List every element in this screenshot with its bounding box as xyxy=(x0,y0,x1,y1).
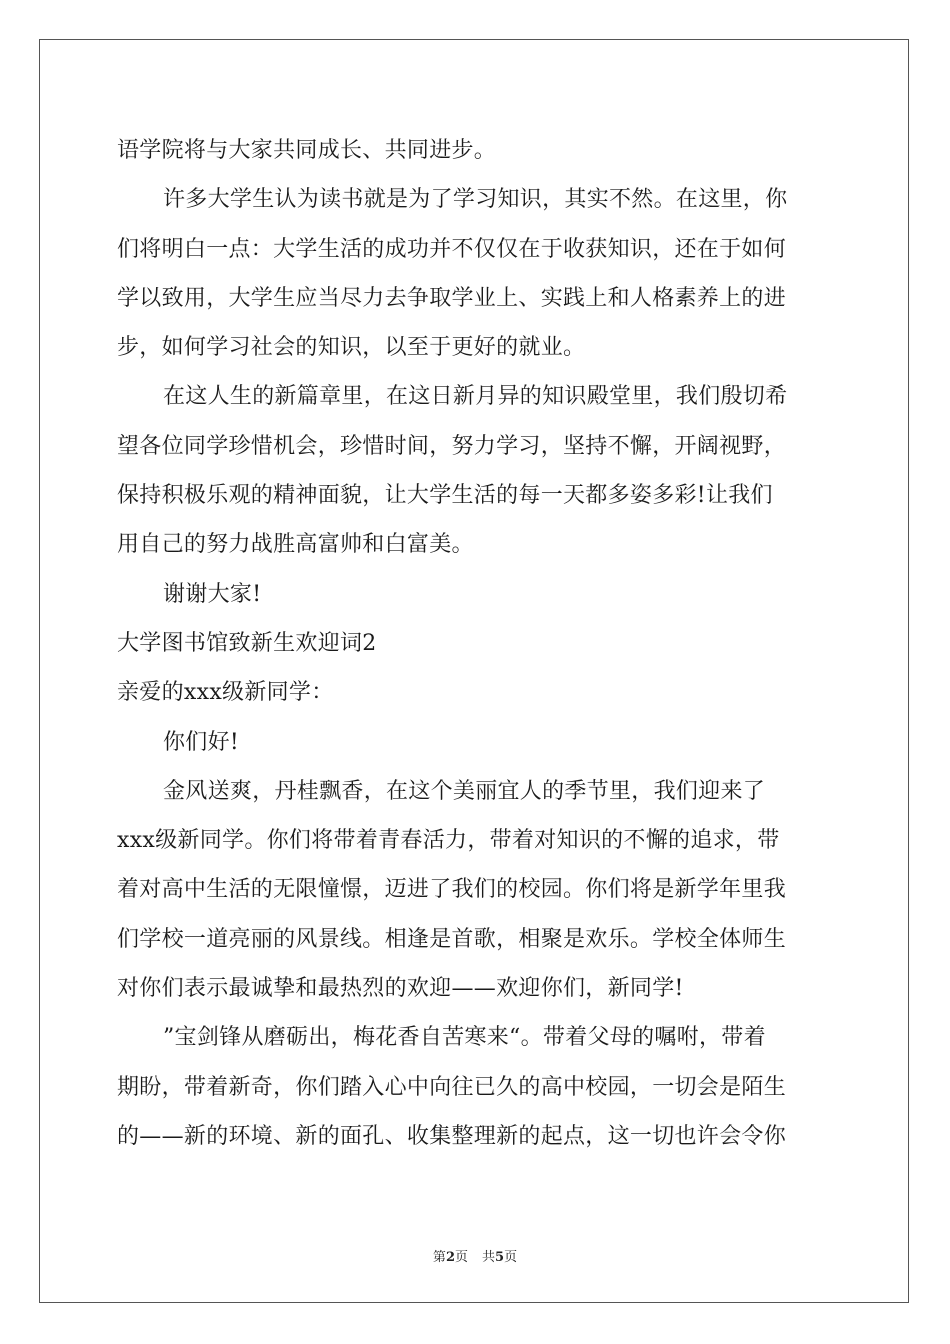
page-suffix: 页 xyxy=(454,1250,468,1265)
total-suffix: 页 xyxy=(504,1250,518,1265)
text-line: ”宝剑锋从磨砺出，梅花香自苦寒来“。带着父母的嘱咐，带着 xyxy=(163,1025,766,1051)
text-line: 们将明白一点：大学生活的成功并不仅仅在于收获知识，还在于如何 xyxy=(117,236,787,262)
text-line: 金风送爽，丹桂飘香，在这个美丽宜人的季节里，我们迎来了 xyxy=(163,778,766,804)
section-heading: 大学图书馆致新生欢迎词2 xyxy=(117,630,377,656)
total-prefix: 共 xyxy=(482,1250,496,1265)
text-line: 保持积极乐观的精神面貌，让大学生活的每一天都多姿多彩!让我们 xyxy=(117,483,773,509)
text-line: 期盼，带着新奇，你们踏入心中向往已久的高中校园，一切会是陌生 xyxy=(117,1074,787,1100)
text-line: 在这人生的新篇章里，在这日新月异的知识殿堂里，我们殷切希 xyxy=(163,384,788,410)
text-line: 学以致用，大学生应当尽力去争取学业上、实践上和人格素养上的进 xyxy=(117,285,787,311)
text-line: 许多大学生认为读书就是为了学习知识，其实不然。在这里，你 xyxy=(163,187,788,213)
text-line: 步，如何学习社会的知识，以至于更好的就业。 xyxy=(117,335,586,361)
text-line: 着对高中生活的无限憧憬，迈进了我们的校园。你们将是新学年里我 xyxy=(117,877,787,903)
page-number: 2 xyxy=(445,1250,455,1265)
total-pages: 5 xyxy=(495,1250,505,1265)
text-line: 对你们表示最诚挚和最热烈的欢迎——欢迎你们，新同学! xyxy=(117,976,684,1002)
text-line: 望各位同学珍惜机会，珍惜时间，努力学习，坚持不懈，开阔视野， xyxy=(117,433,787,459)
document-body xyxy=(117,126,833,1161)
text-line: 语学院将与大家共同成长、共同进步。 xyxy=(117,138,497,163)
text-line: 用自己的努力战胜高富帅和白富美。 xyxy=(117,532,474,558)
page-prefix: 第 xyxy=(432,1250,446,1265)
text-line: xxx级新同学。你们将带着青春活力，带着对知识的不懈的追求，带 xyxy=(117,828,780,854)
text-line: 的——新的环境、新的面孔、收集整理新的起点，这一切也许会令你 xyxy=(117,1123,787,1149)
page-footer xyxy=(0,1246,950,1265)
salutation: 亲爱的xxx级新同学： xyxy=(117,680,334,706)
text-line: 谢谢大家! xyxy=(163,581,262,607)
text-line: 们学校一道亮丽的风景线。相逢是首歌，相聚是欢乐。学校全体师生 xyxy=(117,926,787,952)
greeting: 你们好! xyxy=(163,729,240,755)
